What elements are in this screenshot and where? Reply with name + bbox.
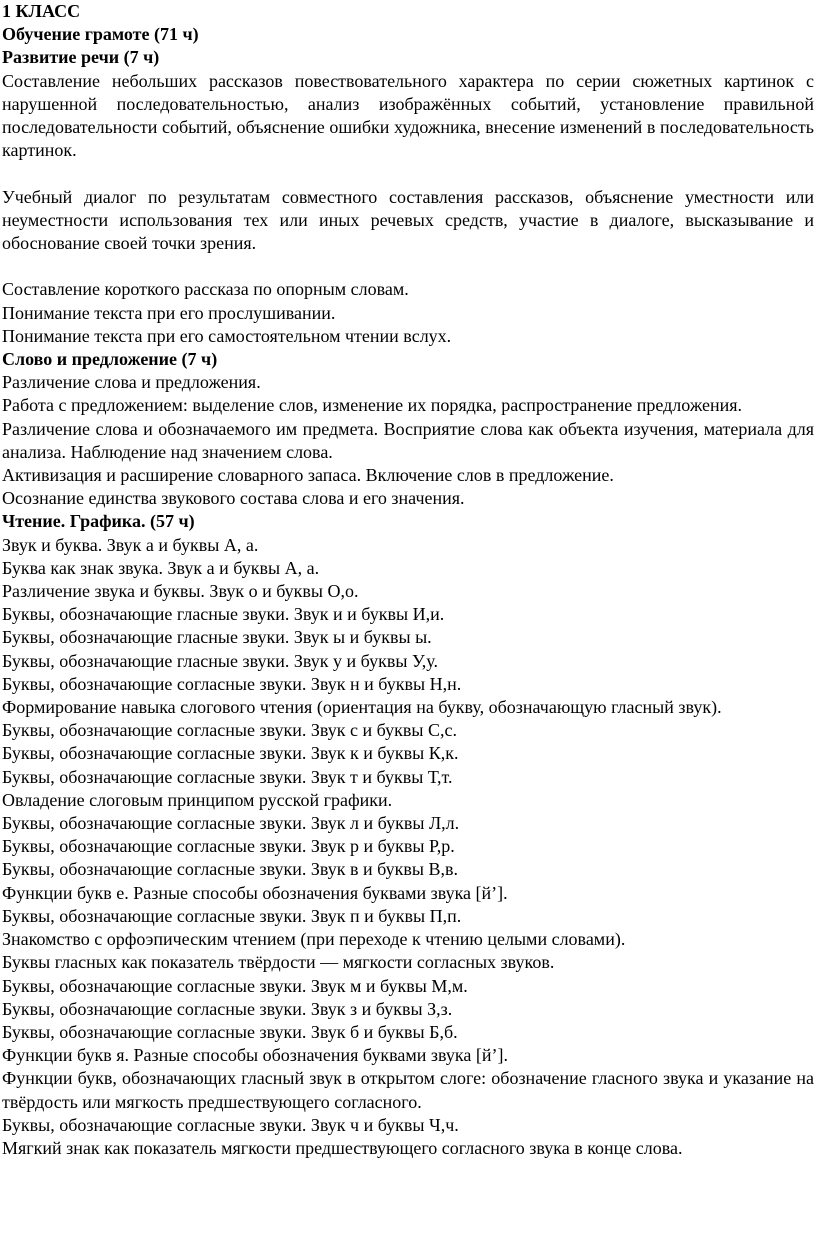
list-item: Функции букв я. Разные способы обозначения буквами звука [й’]. — [2, 1045, 508, 1066]
list-item: Буквы, обозначающие согласные звуки. Звук б и буквы Б,б. — [2, 1021, 458, 1042]
list-item: Буквы, обозначающие согласные звуки. Звук т и буквы Т,т. — [2, 766, 453, 787]
list-item: Буквы, обозначающие согласные звуки. Звук р и буквы Р,р. — [2, 836, 455, 857]
course-heading: Обучение грамоте (71 ч) — [2, 24, 199, 45]
list-item: Буквы, обозначающие согласные звуки. Звук н и буквы Н,н. — [2, 673, 462, 694]
class-heading: 1 КЛАСС — [2, 1, 81, 21]
list-item: Буква как знак звука. Звук а и буквы А, а. — [2, 557, 320, 578]
paragraph: Различение слова и предложения. — [2, 372, 261, 393]
blank-line — [2, 162, 814, 185]
list-item: Буквы, обозначающие гласные звуки. Звук ы и буквы ы. — [2, 627, 432, 648]
paragraph: Составление короткого рассказа по опорным словам. — [2, 279, 409, 300]
paragraph: Понимание текста при его прослушивании. — [2, 302, 336, 323]
list-item: Буквы, обозначающие согласные звуки. Звук м и буквы М,м. — [2, 975, 468, 996]
blank-line — [2, 255, 814, 278]
list-item: Буквы, обозначающие согласные звуки. Звук з и буквы З,з. — [2, 998, 453, 1019]
list-item: Буквы, обозначающие согласные звуки. Звук в и буквы В,в. — [2, 859, 458, 880]
list-item: Формирование навыка слогового чтения (ориентация на букву, обозначающую гласный звук). — [2, 697, 722, 718]
section-title-word-sentence: Слово и предложение (7 ч) — [2, 349, 218, 370]
paragraph: Различение слова и обозначаемого им предмета. Восприятие слова как объекта изучения, материала для анализа. Наблюдение над значением слова. — [2, 418, 814, 462]
list-item: Звук и буква. Звук а и буквы А, а. — [2, 534, 259, 555]
list-item: Буквы, обозначающие согласные звуки. Звук л и буквы Л,л. — [2, 813, 460, 834]
list-item: Буквы, обозначающие согласные звуки. Звук ч и буквы Ч,ч. — [2, 1114, 459, 1135]
list-item: Овладение слоговым принципом русской графики. — [2, 789, 393, 810]
list-item: Буквы, обозначающие гласные звуки. Звук и и буквы И,и. — [2, 604, 445, 625]
paragraph: Составление небольших рассказов повествовательного характера по серии сюжетных картинок с нарушенной последовательностью, анализ изображённых событий, установление правильной последовательности событий, объяснение ошибки художника, внесение изменений в последовательность картинок. — [2, 70, 814, 161]
paragraph: Учебный диалог по результатам совместного составления рассказов, объяснение уместности или неуместности использования тех или иных речевых средств, участие в диалоге, высказывание и обоснование своей точки зрения. — [2, 186, 814, 254]
list-item: Различение звука и буквы. Звук о и буквы О,о. — [2, 581, 359, 602]
list-item: Функции букв, обозначающих гласный звук в открытом слоге: обозначение гласного звука и указание на твёрдость или мягкость предшествующего согласного. — [2, 1068, 814, 1112]
section-reading-graphics — [2, 534, 814, 1160]
list-item: Буквы, обозначающие согласные звуки. Звук к и буквы К,к. — [2, 743, 459, 764]
list-item: Мягкий знак как показатель мягкости предшествующего согласного звука в конце слова. — [2, 1137, 683, 1158]
section-word-sentence — [2, 371, 814, 510]
paragraph: Понимание текста при его самостоятельном чтении вслух. — [2, 325, 452, 346]
list-item: Буквы гласных как показатель твёрдости — мягкости согласных звуков. — [2, 952, 555, 973]
list-item: Буквы, обозначающие согласные звуки. Звук п и буквы П,п. — [2, 905, 462, 926]
section-title-reading-graphics: Чтение. Графика. (57 ч) — [2, 511, 195, 532]
paragraph: Работа с предложением: выделение слов, изменение их порядка, распространение предложения. — [2, 395, 743, 416]
list-item: Знакомство с орфоэпическим чтением (при переходе к чтению целыми словами). — [2, 929, 626, 950]
paragraph: Осознание единства звукового состава слова и его значения. — [2, 488, 465, 509]
section-speech — [2, 70, 814, 348]
section-title-speech: Развитие речи (7 ч) — [2, 47, 160, 68]
list-item: Буквы, обозначающие согласные звуки. Звук с и буквы С,с. — [2, 720, 457, 741]
paragraph: Активизация и расширение словарного запаса. Включение слов в предложение. — [2, 465, 614, 486]
list-item: Буквы, обозначающие гласные звуки. Звук у и буквы У,у. — [2, 650, 438, 671]
list-item: Функции букв е. Разные способы обозначения буквами звука [й’]. — [2, 882, 508, 903]
